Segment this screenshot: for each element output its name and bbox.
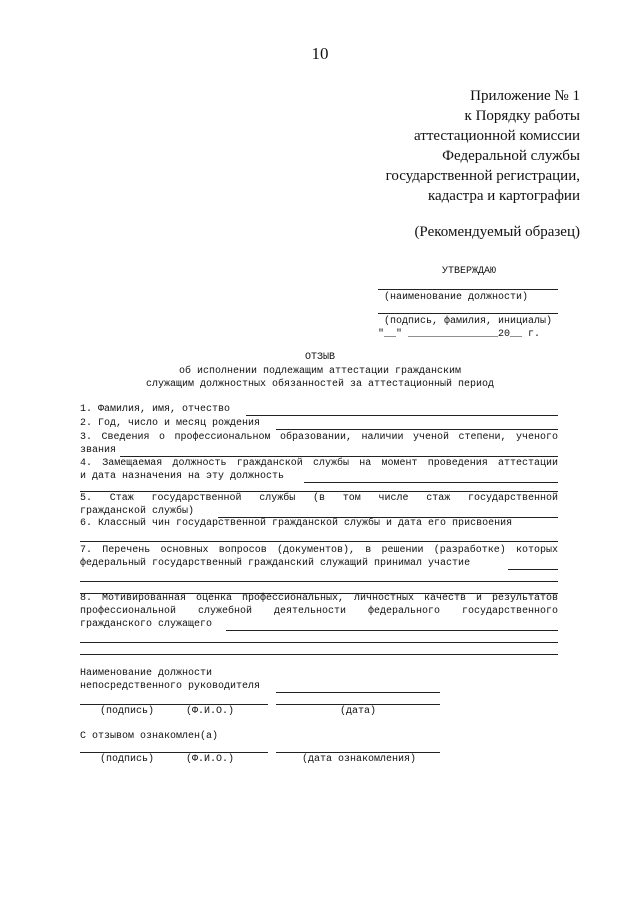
sample-note: (Рекомендуемый образец) bbox=[414, 224, 580, 240]
position-caption: (наименование должности) bbox=[384, 292, 529, 303]
supervisor-label-2: непосредственного руководителя bbox=[80, 681, 261, 692]
supervisor-name-caption: (Ф.И.О.) bbox=[186, 706, 235, 717]
item-7-label-a: 7. Перечень основных вопросов (документов), в решении (разработке) которых bbox=[80, 545, 558, 556]
acknowledgement-name-caption: (Ф.И.О.) bbox=[186, 754, 235, 765]
item-4-label-b: и дата назначения на эту должность bbox=[80, 471, 285, 482]
item-1-label: 1. Фамилия, имя, отчество bbox=[80, 404, 231, 415]
item-8-extra-line-1 bbox=[80, 642, 558, 643]
item-3-label-a: 3. Сведения о профессиональном образовании, наличии ученой степени, ученого bbox=[80, 432, 558, 443]
item-8-label-c: гражданского служащего bbox=[80, 619, 213, 630]
signature-line bbox=[378, 313, 558, 314]
appendix-line-6: кадастра и картографии bbox=[427, 188, 580, 204]
item-8-field bbox=[226, 630, 558, 631]
item-4-label-a: 4. Замещаемая должность гражданской службы на момент проведения аттестации bbox=[80, 458, 558, 469]
document-subtitle-1: об исполнении подлежащим аттестации гражданским bbox=[178, 366, 462, 377]
item-5-label-a: 5. Стаж государственной службы (в том числе стаж государственной bbox=[80, 493, 558, 504]
appendix-line-5: государственной регистрации, bbox=[385, 168, 580, 184]
supervisor-signature-caption: (подпись) bbox=[100, 706, 155, 717]
item-5-label-b: гражданской службы) bbox=[80, 506, 195, 517]
supervisor-date-field bbox=[276, 704, 440, 705]
item-7-extra-line-1 bbox=[80, 581, 558, 582]
appendix-line-4: Федеральной службы bbox=[442, 148, 580, 164]
appendix-line-2: к Порядку работы bbox=[464, 108, 580, 124]
item-7-field bbox=[508, 569, 558, 570]
acknowledgement-date-field bbox=[276, 752, 440, 753]
item-3-field bbox=[120, 456, 558, 457]
page-number: 10 bbox=[311, 44, 329, 63]
supervisor-position-field bbox=[276, 692, 440, 693]
item-8-label-b: профессиональной служебной деятельности федерального государственного bbox=[80, 606, 558, 617]
item-4-extra-line bbox=[80, 491, 558, 492]
item-4-field bbox=[304, 482, 558, 483]
appendix-line-1: Приложение № 1 bbox=[470, 88, 580, 104]
acknowledgement-signature-caption: (подпись) bbox=[100, 754, 155, 765]
appendix-line-3: аттестационной комиссии bbox=[414, 128, 580, 144]
item-8-label-a: 8. Мотивированная оценка профессиональных, личностных качеств и результатов bbox=[80, 593, 558, 604]
item-6-label: 6. Классный чин государственной гражданской службы и дата его присвоения bbox=[80, 518, 513, 529]
acknowledgement-label: С отзывом ознакомлен(а) bbox=[80, 731, 219, 742]
item-1-field bbox=[246, 415, 558, 416]
document-title: ОТЗЫВ bbox=[304, 352, 335, 363]
item-8-extra-line-2 bbox=[80, 654, 558, 655]
item-6-field bbox=[80, 541, 558, 542]
supervisor-date-caption: (дата) bbox=[340, 706, 377, 717]
item-7-label-b: федеральный государственный гражданский служащий принимал участие bbox=[80, 558, 471, 569]
approval-title: УТВЕРЖДАЮ bbox=[442, 266, 497, 277]
supervisor-label-1: Наименование должности bbox=[80, 668, 213, 679]
acknowledgement-date-caption: (дата ознакомления) bbox=[302, 754, 417, 765]
acknowledgement-signature-field bbox=[80, 752, 268, 753]
supervisor-signature-field bbox=[80, 704, 268, 705]
document-subtitle-2: служащим должностных обязанностей за аттестационный период bbox=[145, 379, 495, 390]
approval-date: "__" _______________20__ г. bbox=[378, 329, 541, 340]
signature-caption: (подпись, фамилия, инициалы) bbox=[384, 316, 553, 327]
position-line bbox=[378, 289, 558, 290]
item-3-label-b: звания bbox=[80, 445, 117, 456]
item-2-label: 2. Год, число и месяц рождения bbox=[80, 418, 261, 429]
item-2-field bbox=[276, 429, 558, 430]
